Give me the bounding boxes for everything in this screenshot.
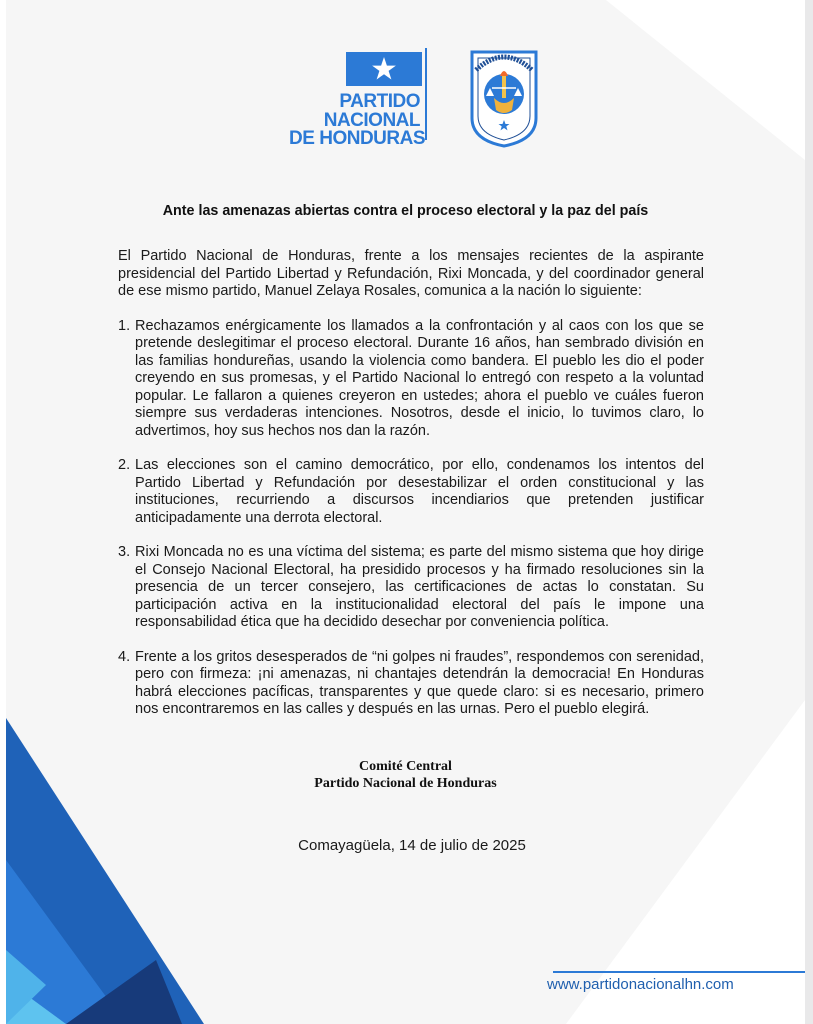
list-item — [118, 318, 704, 441]
document-sheet — [6, 0, 805, 1024]
document-title: Ante las amenazas abiertas contra el proceso electoral y la paz del país — [162, 203, 649, 219]
document-date: Comayagüela, 14 de julio de 2025 — [298, 837, 526, 854]
point-number: 1. — [118, 317, 131, 334]
signature-committee: Comité Central — [359, 759, 452, 774]
logo-divider — [425, 48, 427, 140]
point-number: 4. — [118, 648, 131, 665]
party-seal-icon — [468, 48, 540, 148]
logo-text-honduras: DE HONDURAS — [289, 128, 425, 149]
points-list — [118, 318, 704, 719]
logo-text-partido: PARTIDO — [339, 91, 420, 112]
point-text: Frente a los gritos desesperados de “ni golpes ni fraudes”, respondemos con serenidad, pero con firmeza: ¡ni amenazas, ni chantajes detendrán la democracia! En Honduras habrá elecciones pacíficas, transparentes y que quede claro: si es necesario, primero nos encontraremos en las calles y después en las urnas. Pero el pueblo elegirá. — [135, 648, 704, 717]
point-text: Rixi Moncada no es una víctima del sistema; es parte del mismo sistema que hoy dirige el Consejo Nacional Electoral, ha presidido procesos y ha firmado resoluciones sin la presencia de un tercer consejero, las certificaciones de actas lo constatan. Su participación activa en la institucionalidad electoral del país le impone una responsabilidad ética que ha decidido desechar por conveniencia política. — [135, 544, 704, 630]
list-item — [118, 649, 704, 719]
list-item — [118, 457, 704, 527]
footer-website-link[interactable]: www.partidonacionalhn.com — [547, 976, 734, 993]
logo-text-nacional: NACIONAL — [323, 110, 420, 131]
list-item — [118, 544, 704, 632]
flag — [346, 52, 422, 86]
party-logo — [284, 48, 434, 149]
point-text: Rechazamos enérgicamente los llamados a la confrontación y al caos con los que se pretende deslegitimar el proceso electoral. Durante 16 años, han sembrado división en las familias hondureñas, usando la violencia como bandera. El pueblo les dio el poder creyendo en sus promesas, y el Partido Nacional lo entregó con respeto a la voluntad popular. Le fallaron a quienes creyeron en ustedes; ahora el pueblo ve cuáles fueron siempre sus verdaderas intenciones. Nosotros, desde el inicio, lo tuvimos claro, lo advertimos, hoy sus hechos nos dan la razón. — [135, 317, 704, 439]
signature-party: Partido Nacional de Honduras — [314, 776, 497, 791]
point-text: Las elecciones son el camino democrático, por ello, condenamos los intentos del Partido Libertad y Refundación por desestabilizar el orden constitucional y las instituciones, recurriendo a discursos incendiarios que pretenden justificar anticipadamente una derrota electoral. — [135, 457, 704, 526]
star-flag-icon — [346, 52, 422, 86]
document-body — [118, 248, 704, 736]
point-number: 2. — [118, 457, 131, 473]
footer-divider — [553, 971, 805, 973]
intro-paragraph: El Partido Nacional de Honduras, frente a los mensajes recientes de la aspirante presidencial del Partido Libertad y Refundación, Rixi Moncada, y del coordinador general de ese mismo partido, Manuel Zelaya Rosales, comunica a la nación lo siguiente: — [118, 248, 704, 299]
point-number: 3. — [118, 544, 131, 560]
